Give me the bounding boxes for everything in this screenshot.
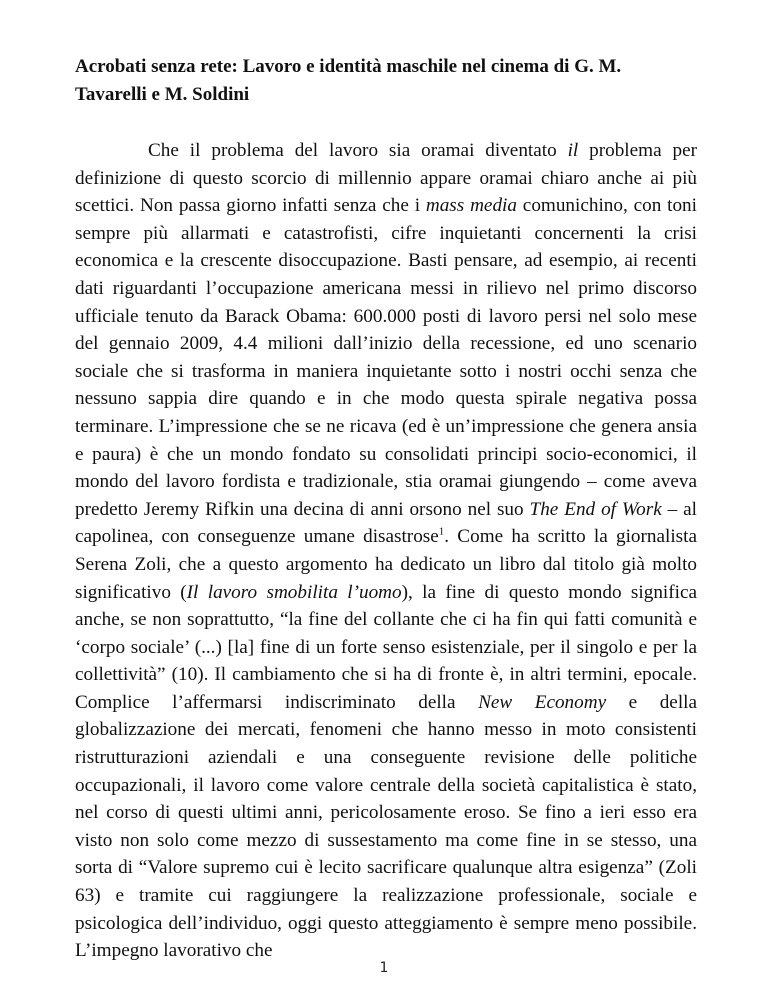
article-title: Acrobati senza rete: Lavoro e identità maschile nel cinema di G. M. Tavarelli e M. Soldini xyxy=(75,56,622,105)
text-run: Che il problema del lavoro sia oramai diventato xyxy=(148,140,568,161)
page-number: 1 xyxy=(379,960,389,976)
text-run: – al capolinea, con conseguenze umane disastrose xyxy=(75,498,697,548)
text-run: problema per definizione di questo scorcio di millennio appare oramai chiaro anche ai più scettici. Non passa giorno infatti senza che i xyxy=(75,140,697,217)
document-page xyxy=(75,53,697,965)
italic-text: New Economy xyxy=(478,691,607,713)
body-paragraph xyxy=(75,137,697,965)
text-run: comunichino, con toni sempre più allarmati e catastrofisti, cifre inquietanti concernenti la crisi economica e la crescente disoccupazione. Basti pensare, ad esempio, ai recenti dati riguardanti l’occupazione americana messi in rilievo nel primo discorso ufficiale tenuto da Barack Obama: 600.000 posti di lavoro persi nel solo mese del gennaio 2009, 4.4 milioni dall’inizio della recessione, ed uno scenario sociale che si trasforma in maniera inquietante sotto i nostri occhi senza che nessuno sappia dire quando e in che modo questa spirale negativa possa terminare. L’impressione che se ne ricava (ed è un’impressione che genera ansia e paura) è che un mondo fondato su consolidati principi socio-economici, il mondo del lavoro fordista e tradizionale, stia oramai giungendo – come aveva predetto Jeremy Rifkin una decina di anni orsono nel suo xyxy=(75,195,697,520)
italic-text: mass media xyxy=(425,195,517,217)
text-run: e della globalizzazione dei mercati, fenomeni che hanno messo in moto consistenti ristrutturazioni aziendali e una conseguente revisione delle politiche occupazionali, il lavoro come valore centrale della società capitalistica è stato, nel corso di questi ultimi anni, pericolosamente eroso. Se fino a ieri esso era visto non solo come mezzo di sussestamento ma come fine in se stesso, una sorta di “Valore supremo cui è lecito sacrificare qualunque altra esigenza” (Zoli 63) e tramite cui raggiungere la realizzazione professionale, sociale e psicologica dell’individuo, oggi questo atteggiamento è sempre meno possibile. L’impegno lavorativo che xyxy=(75,691,697,962)
italic-text: The End of Work xyxy=(529,498,662,520)
text-run: ), la fine di questo mondo significa anche, se non soprattutto, “la fine del collante che ci ha fin qui fatti comunità e ‘corpo sociale’ (...) [la] fine di un forte senso esistenziale, per il singolo e per la collettività” (10). Il cambiamento che si ha di fronte è, in altri termini, epocale. Complice l’affermarsi indiscriminato della xyxy=(75,581,697,713)
italic-text: Il lavoro smobilita l’uomo xyxy=(186,581,402,603)
text-run: . Come ha scritto la giornalista Serena Zoli, che a questo argomento ha dedicato un libro dal titolo già molto significativo ( xyxy=(75,526,697,603)
footnote-marker[interactable]: 1 xyxy=(438,525,445,538)
italic-text: il xyxy=(567,140,579,161)
